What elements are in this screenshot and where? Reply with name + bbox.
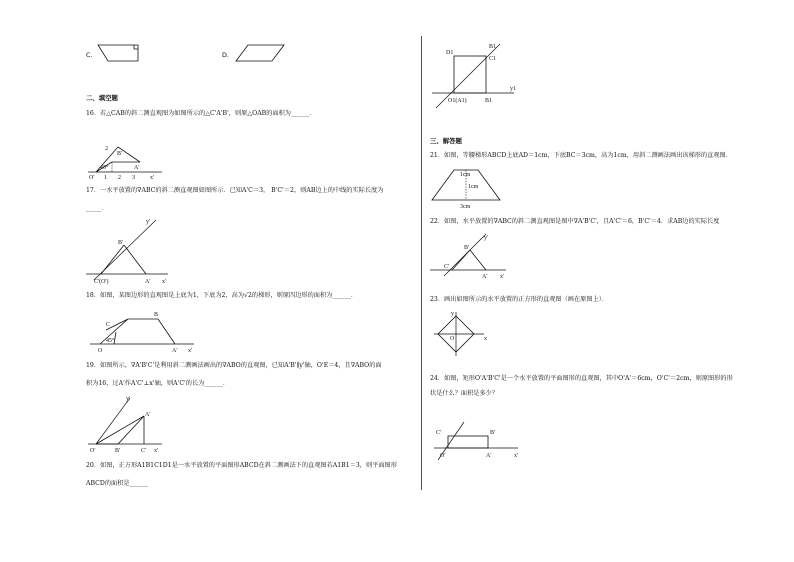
label-angle: 45°: [100, 165, 109, 171]
label-a: A': [482, 274, 488, 280]
label-y: y': [146, 219, 151, 225]
label-a: A': [486, 453, 492, 459]
label-t3: 3: [132, 175, 135, 181]
label-b: B': [490, 430, 496, 436]
label-c: C': [141, 448, 147, 454]
question-22: 22．如图，水平放置的∇ABC的斜二测直观图是图中∇A'B'C'，且A'C'＝6，B'C'＝4．求AB边的实际长度: [430, 218, 720, 225]
question-20-line2: ABCD的面积是______: [86, 480, 149, 487]
option-c-label: C.: [86, 51, 93, 59]
label-a: A': [145, 279, 151, 285]
label-d1: D1: [446, 50, 454, 56]
label-bottom: 3cm: [460, 204, 471, 210]
label-b: B': [118, 240, 124, 246]
label-x: x: [484, 336, 487, 342]
figure-21: [430, 166, 510, 212]
label-o: O: [450, 336, 455, 342]
figure-17: [86, 214, 176, 286]
question-17-line1: 17．一水平放置的∇ABC的斜二测直观图如图所示．已知A'C＝3， B'C'＝2，则AB边上的中线的实际长度为: [86, 187, 384, 194]
label-b: B: [154, 312, 159, 318]
label-a: A': [145, 412, 151, 418]
option-d-figure: [234, 42, 288, 64]
label-angle: 45°: [106, 338, 115, 344]
label-bb: B1: [485, 98, 493, 104]
label-x: x': [500, 274, 505, 280]
label-y: y: [451, 311, 454, 317]
figure-20: [430, 40, 520, 112]
label-c: C': [436, 430, 442, 436]
label-x: x': [514, 453, 519, 459]
label-o: O': [89, 175, 95, 181]
label-top: 1cm: [460, 172, 471, 178]
label-b: B': [464, 245, 470, 251]
question-20-line1: 20．如图，正方形A1B1C1D1是一水平放置的平面图形ABCD在斜二测画法下的直观图若A1B1＝3，则平面图形: [86, 462, 397, 469]
label-c: C': [444, 264, 450, 270]
label-x: x': [162, 279, 167, 285]
option-c-figure: [98, 42, 148, 64]
label-o: O1(A1): [448, 98, 467, 104]
label-y: y': [126, 396, 131, 402]
label-x: x': [188, 348, 193, 354]
label-c: C'(O'): [94, 279, 109, 285]
label-o: O': [440, 453, 446, 459]
label-x: x': [150, 175, 155, 181]
label-b: B': [115, 448, 121, 454]
column-divider: [421, 36, 422, 490]
question-24-line2: 状是什么？面积是多少？: [430, 390, 499, 397]
question-24-line1: 24．如图，矩形O'A'B'C'是一个水平放置的平面图形的直观图，其中O'A'＝6cm，O'C'＝2cm，则原图形的形: [430, 375, 733, 382]
label-x: x': [154, 448, 159, 454]
label-a: A': [134, 165, 140, 171]
option-d-label: D.: [222, 51, 229, 59]
label-a: A': [172, 348, 178, 354]
label-b: B': [117, 151, 123, 157]
figure-24: [434, 420, 526, 462]
label-y: y1: [510, 86, 516, 92]
label-o: O': [90, 448, 96, 454]
figure-19: [88, 392, 168, 454]
question-19-line1: 19．如图所示，∇A'B'C'是利用斜二测画法画出的∇ABO的直观图，已知A'B'∥y'轴，O'E＝4，且∇ABO的面: [86, 362, 382, 369]
figure-22: [430, 230, 514, 282]
question-17-line2: _____．: [86, 205, 108, 212]
question-21: 21．如图，等腰梯形ABCD上底AD＝1cm，下底BC＝3cm，高为1cm，用斜二测画法画出该梯形的直观图．: [430, 152, 732, 159]
figure-18: [90, 304, 200, 354]
question-18: 18．如图，某图边形的直观图是上底为1，下底为2，高为√2的梯形，则原四边形的面积为______．: [86, 292, 358, 299]
label-two: 2: [105, 146, 108, 152]
question-23: 23．画出如图所示的水平放置的正方形的直观图（画在原图上）．: [430, 296, 609, 303]
label-c1: C1: [489, 56, 497, 62]
section-fill-blank: 二、填空题: [86, 94, 118, 102]
label-y: y': [484, 235, 489, 241]
label-b1: B1: [489, 44, 497, 50]
question-19-line2: 积为16，过A'作A'C'⊥x'轴，则A'C'的长为______．: [86, 380, 230, 387]
section-answer: 三、解答题: [430, 137, 462, 145]
question-16: 16．若△CAB的斜二测直观图为如图所示的△C'A'B'，则原△OAB的面积为______．: [86, 110, 316, 117]
label-one: 1: [104, 175, 107, 181]
figure-16: [88, 124, 168, 180]
label-c: C: [106, 322, 111, 328]
figure-23: [430, 308, 494, 360]
label-side: 1cm: [468, 184, 479, 190]
label-o: O: [98, 348, 103, 354]
label-t2: 2: [118, 175, 121, 181]
